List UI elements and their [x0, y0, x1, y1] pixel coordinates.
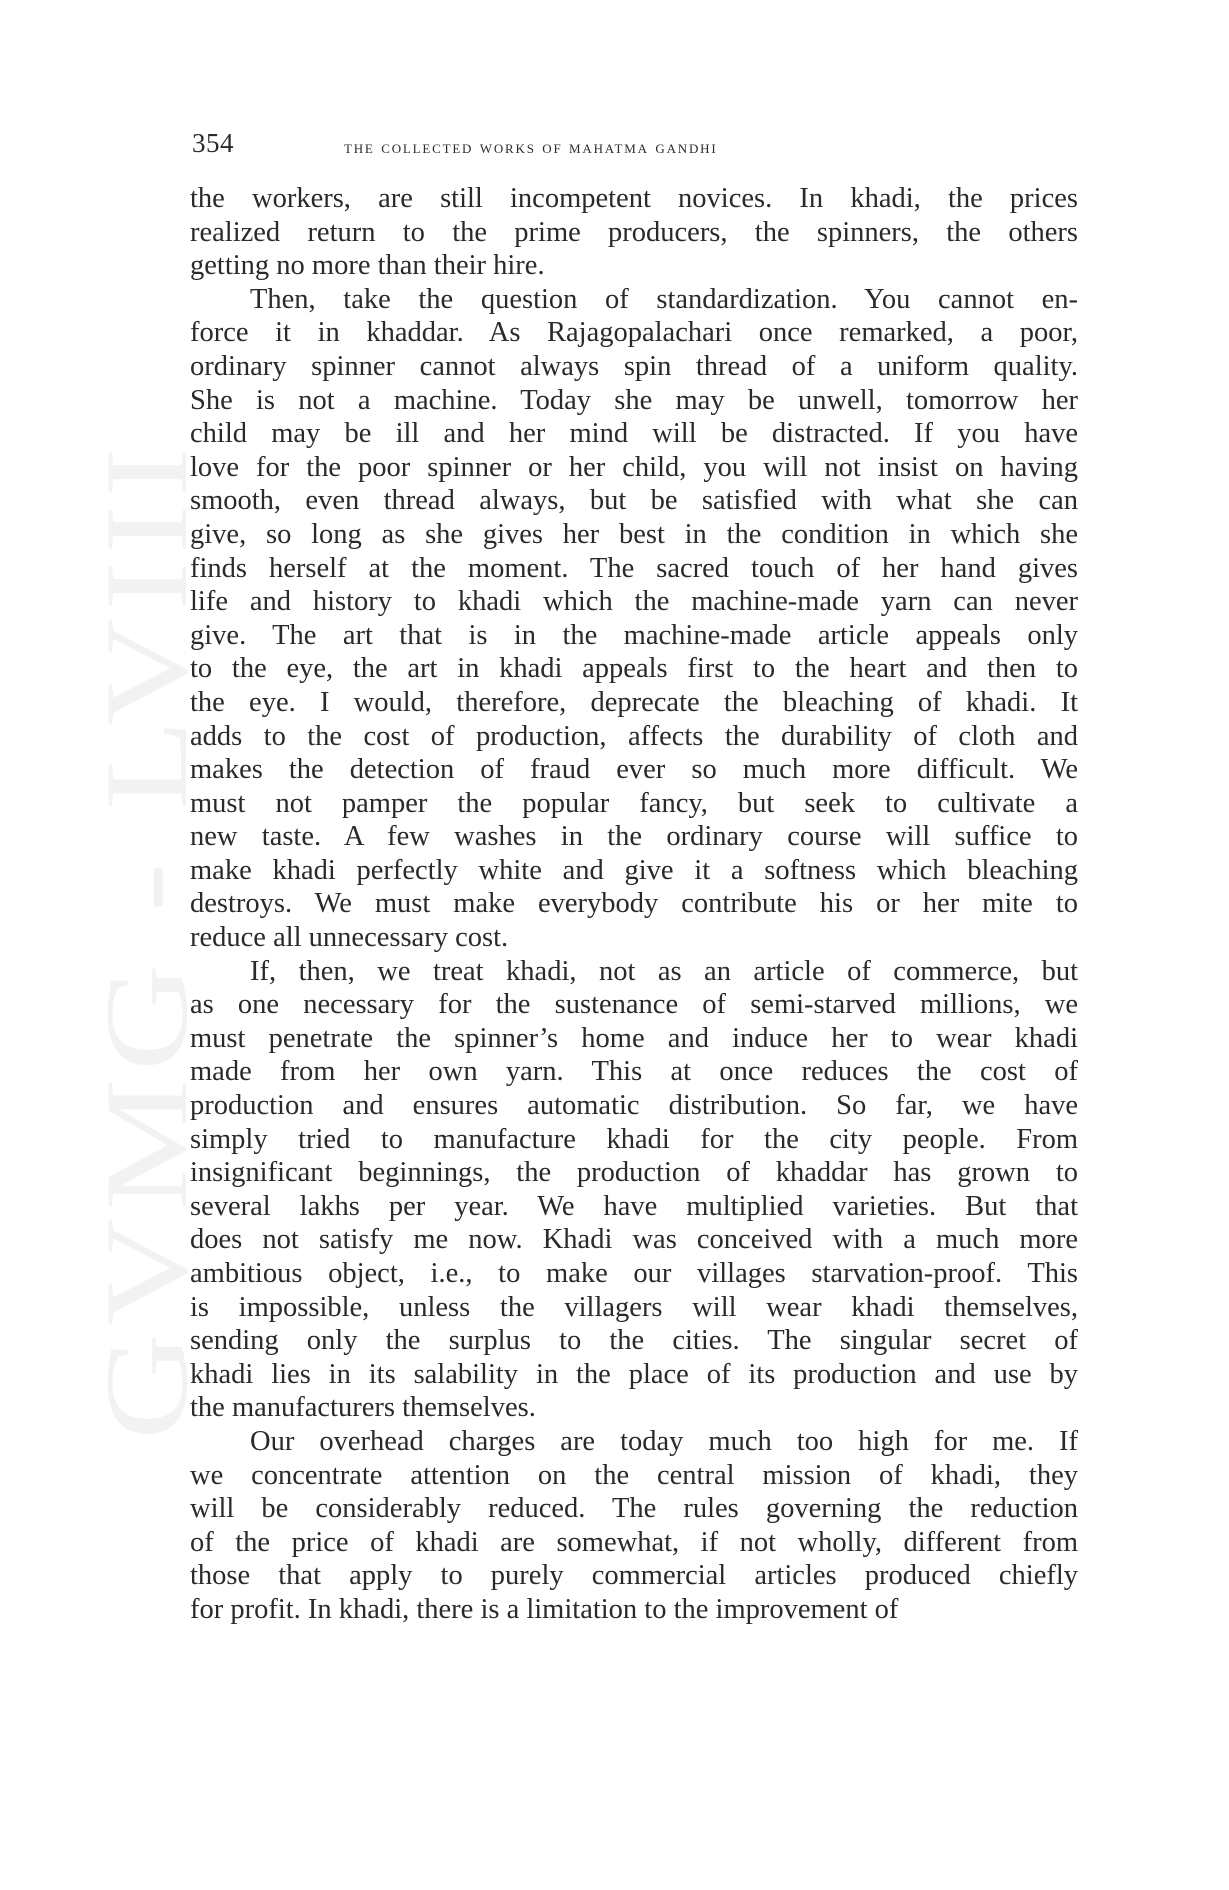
text-line: destroys. We must make everybody contribute his or her mite to	[190, 888, 1078, 920]
text-line: must not pamper the popular fancy, but seek to cultivate a	[190, 787, 1078, 819]
text-line: adds to the cost of production, affects the durability of cloth and	[190, 720, 1078, 752]
text-line: production and ensures automatic distribution. So far, we have	[190, 1090, 1078, 1122]
text-line: child may be ill and her mind will be distracted. If you have	[190, 418, 1078, 450]
text-line: life and history to khadi which the machine-made yarn can never	[190, 586, 1078, 618]
text-line: must penetrate the spinner’s home and induce her to wear khadi	[190, 1022, 1078, 1054]
text-line: the manufacturers themselves.	[190, 1392, 536, 1424]
text-line: sending only the surplus to the cities. The singular secret of	[190, 1325, 1078, 1357]
text-line: force it in khaddar. As Rajagopalachari once remarked, a poor,	[190, 317, 1078, 349]
text-line: for profit. In khadi, there is a limitation to the improvement of	[190, 1593, 899, 1625]
text-line: the workers, are still incompetent novices. In khadi, the prices	[190, 183, 1078, 214]
text-line: give, so long as she gives her best in the condition in which she	[190, 518, 1078, 550]
text-line: insignificant beginnings, the production of khaddar has grown to	[190, 1157, 1078, 1189]
text-line: those that apply to purely commercial articles produced chiefly	[190, 1560, 1078, 1592]
text-line: If, then, we treat khadi, not as an article of commerce, but	[250, 955, 1078, 987]
text-line: ambitious object, i.e., to make our villages starvation-proof. This	[190, 1258, 1078, 1289]
body-text	[190, 182, 1078, 1627]
text-line: to the eye, the art in khadi appeals first to the heart and then to	[190, 653, 1078, 685]
text-line: new taste. A few washes in the ordinary course will suffice to	[190, 821, 1078, 853]
text-line: made from her own yarn. This at once reduces the cost of	[190, 1056, 1078, 1088]
text-line: give. The art that is in the machine-made article appeals only	[190, 619, 1078, 651]
text-line: the eye. I would, therefore, deprecate the bleaching of khadi. It	[190, 686, 1078, 718]
text-line: Our overhead charges are today much too high for me. If	[250, 1425, 1078, 1457]
page-number: 354	[192, 128, 234, 158]
paragraph	[190, 955, 1078, 1425]
text-line: simply tried to manufacture khadi for the city people. From	[190, 1123, 1078, 1155]
text-line: of the price of khadi are somewhat, if not wholly, different from	[190, 1526, 1078, 1558]
text-line: love for the poor spinner or her child, you will not insist on having	[190, 451, 1078, 483]
text-line: smooth, even thread always, but be satisfied with what she can	[190, 485, 1078, 517]
paragraph	[190, 283, 1078, 955]
text-line: Then, take the question of standardization. You cannot en-	[250, 283, 1078, 315]
text-line: make khadi perfectly white and give it a softness which bleaching	[190, 854, 1078, 886]
text-line: She is not a machine. Today she may be unwell, tomorrow her	[190, 384, 1078, 416]
text-line: getting no more than their hire.	[190, 250, 545, 282]
text-line: we concentrate attention on the central mission of khadi, they	[190, 1459, 1078, 1491]
text-line: reduce all unnecessary cost.	[190, 922, 509, 954]
text-line: makes the detection of fraud ever so much more difficult. We	[190, 754, 1078, 786]
running-title: the collected works of mahatma gandhi	[344, 137, 718, 158]
text-line: is impossible, unless the villagers will wear khadi themselves,	[190, 1291, 1078, 1323]
text-line: realized return to the prime producers, the spinners, the others	[190, 216, 1078, 248]
running-head	[192, 128, 1092, 164]
text-line: khadi lies in its salability in the place of its production and use by	[190, 1358, 1078, 1390]
text-line: ordinary spinner cannot always spin thread of a uniform quality.	[190, 350, 1078, 382]
text-line: will be considerably reduced. The rules governing the reduction	[190, 1493, 1078, 1525]
paragraph	[190, 182, 1078, 283]
text-line: finds herself at the moment. The sacred touch of her hand gives	[190, 552, 1078, 584]
text-line: as one necessary for the sustenance of semi-starved millions, we	[190, 989, 1078, 1021]
text-line: several lakhs per year. We have multiplied varieties. But that	[190, 1190, 1078, 1222]
paragraph	[190, 1425, 1078, 1627]
text-line: does not satisfy me now. Khadi was conceived with a much more	[190, 1224, 1078, 1256]
watermark-text: GVMG - LVIII	[81, 644, 212, 1440]
